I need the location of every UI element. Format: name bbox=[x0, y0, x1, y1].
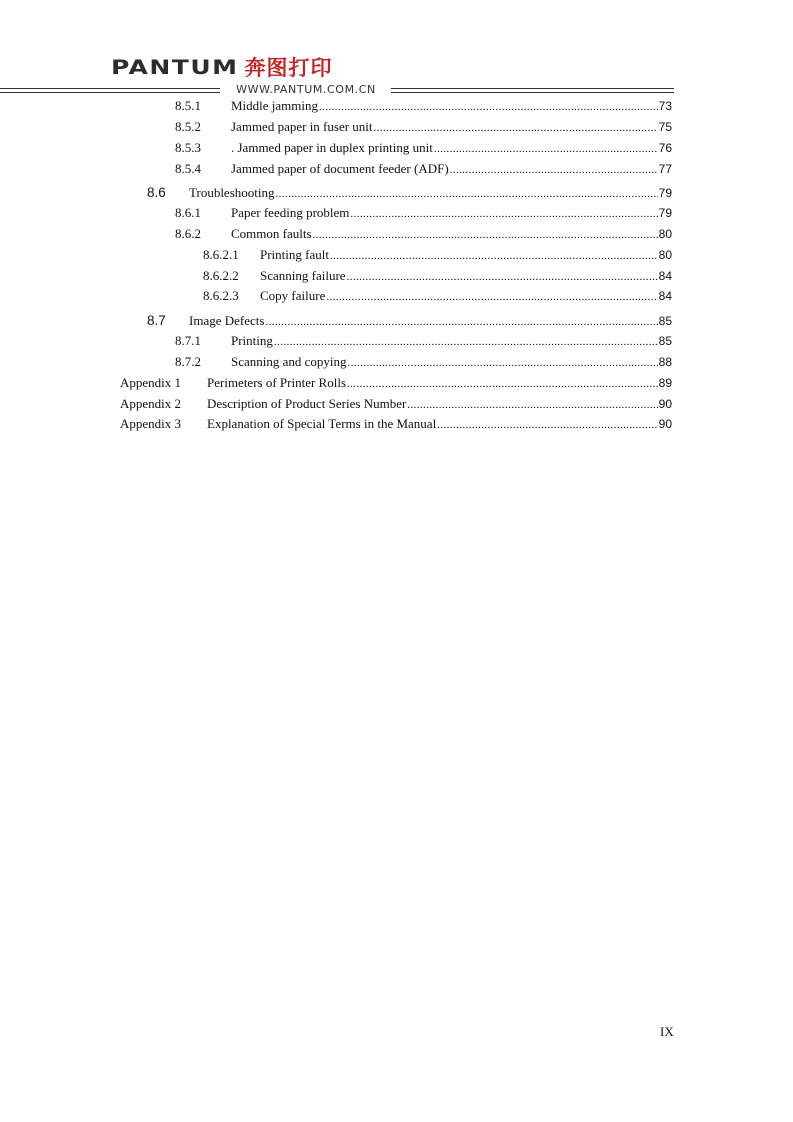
toc-leader-dots bbox=[434, 139, 658, 159]
toc-entry-number: Appendix 2 bbox=[120, 396, 182, 411]
toc-entry-page: 84 bbox=[658, 289, 672, 303]
toc-entry[interactable] bbox=[0, 138, 793, 158]
toc-leader-dots bbox=[348, 353, 658, 373]
toc-leader-dots bbox=[313, 225, 658, 245]
toc-entry-page: 80 bbox=[658, 227, 672, 241]
toc-entry-page: 90 bbox=[658, 397, 672, 411]
toc-entry-title: Perimeters of Printer Rolls bbox=[207, 375, 347, 390]
toc-entry-title: Jammed paper of document feeder (ADF) bbox=[231, 161, 449, 176]
toc-leader-dots bbox=[274, 332, 658, 352]
toc-entry-page: 75 bbox=[658, 120, 672, 134]
toc-entry[interactable] bbox=[0, 159, 793, 179]
toc-entry-title: Copy failure bbox=[260, 288, 326, 303]
toc-leader-dots bbox=[437, 415, 657, 435]
toc-entry-title: Troubleshooting bbox=[189, 185, 275, 200]
toc-entry-number: 8.7.1 bbox=[175, 333, 201, 348]
toc-leader-dots bbox=[326, 287, 657, 307]
toc-entry-title: Middle jamming bbox=[231, 98, 319, 113]
toc-entry-page: 88 bbox=[658, 355, 672, 369]
logo-chinese-text: 奔图打印 bbox=[244, 56, 333, 80]
toc-entry-title: . Jammed paper in duplex printing unit bbox=[231, 140, 433, 155]
logo-wordmark: PANTUM bbox=[111, 55, 239, 79]
toc-entry-title: Paper feeding problem bbox=[231, 205, 350, 220]
toc-entry[interactable] bbox=[0, 394, 793, 414]
toc-entry-title: Scanning failure bbox=[260, 268, 346, 283]
toc-entry-number: 8.6.2.3 bbox=[203, 288, 239, 303]
pantum-logo bbox=[111, 52, 333, 82]
toc-entry[interactable] bbox=[0, 203, 793, 223]
toc-entry[interactable] bbox=[0, 414, 793, 434]
toc-entry-title: Printing bbox=[231, 333, 273, 348]
toc-entry-page: 77 bbox=[658, 162, 672, 176]
toc-leader-dots bbox=[347, 374, 658, 394]
toc-entry-number: 8.7 bbox=[147, 313, 166, 328]
toc-entry-number: 8.6.1 bbox=[175, 205, 201, 220]
header-rule bbox=[0, 83, 793, 96]
toc-leader-dots bbox=[330, 246, 658, 266]
toc-entry-title: Scanning and copying bbox=[231, 354, 347, 369]
toc-entry-number: 8.5.2 bbox=[175, 119, 201, 134]
toc-entry-number: Appendix 3 bbox=[120, 416, 182, 431]
toc-entry-page: 73 bbox=[658, 99, 672, 113]
toc-entry[interactable] bbox=[0, 373, 793, 393]
toc-entry-page: 79 bbox=[658, 186, 672, 200]
toc-entry-page: 76 bbox=[658, 141, 672, 155]
toc-entry[interactable] bbox=[0, 266, 793, 286]
toc-entry-title: Printing fault bbox=[260, 247, 329, 262]
toc-leader-dots bbox=[407, 395, 657, 415]
toc-leader-dots bbox=[275, 184, 657, 204]
toc-leader-dots bbox=[347, 267, 658, 287]
toc-leader-dots bbox=[319, 97, 658, 117]
toc-entry[interactable] bbox=[0, 183, 793, 203]
toc-entry-page: 84 bbox=[658, 269, 672, 283]
toc-entry-page: 89 bbox=[658, 376, 672, 390]
toc-entry-number: 8.6.2.2 bbox=[203, 268, 239, 283]
page-number: IX bbox=[660, 1024, 674, 1039]
toc-entry-title: Description of Product Series Number bbox=[207, 396, 407, 411]
toc-entry[interactable] bbox=[0, 331, 793, 351]
toc-entry-title: Common faults bbox=[231, 226, 312, 241]
toc-entry-page: 90 bbox=[658, 417, 672, 431]
toc-entry-number: Appendix 1 bbox=[120, 375, 182, 390]
toc-entry-title: Image Defects bbox=[189, 313, 265, 328]
toc-leader-dots bbox=[450, 160, 658, 180]
toc-entry[interactable] bbox=[0, 352, 793, 372]
toc-entry-title: Explanation of Special Terms in the Manual bbox=[207, 416, 437, 431]
toc-entry-number: 8.6 bbox=[147, 185, 166, 200]
toc-entry-title: Jammed paper in fuser unit bbox=[231, 119, 373, 134]
toc-entry-number: 8.5.3 bbox=[175, 140, 201, 155]
toc-entry[interactable] bbox=[0, 286, 793, 306]
toc-entry-page: 85 bbox=[658, 334, 672, 348]
toc-entry-number: 8.5.1 bbox=[175, 98, 201, 113]
toc-leader-dots bbox=[374, 118, 658, 138]
toc-entry-page: 79 bbox=[658, 206, 672, 220]
toc-entry-number: 8.5.4 bbox=[175, 161, 201, 176]
page-header bbox=[0, 0, 793, 100]
toc-entry-page: 85 bbox=[658, 314, 672, 328]
toc-entry-number: 8.6.2.1 bbox=[203, 247, 239, 262]
toc-entry[interactable] bbox=[0, 224, 793, 244]
website-url: WWW.PANTUM.COM.CN bbox=[236, 83, 376, 96]
toc-entry[interactable] bbox=[0, 245, 793, 265]
toc-leader-dots bbox=[265, 312, 657, 332]
toc-entry[interactable] bbox=[0, 96, 793, 116]
toc-entry-number: 8.6.2 bbox=[175, 226, 201, 241]
toc-entry[interactable] bbox=[0, 311, 793, 331]
toc-entry-page: 80 bbox=[658, 248, 672, 262]
toc-entry[interactable] bbox=[0, 117, 793, 137]
toc-entry-number: 8.7.2 bbox=[175, 354, 201, 369]
toc-leader-dots bbox=[350, 204, 657, 224]
